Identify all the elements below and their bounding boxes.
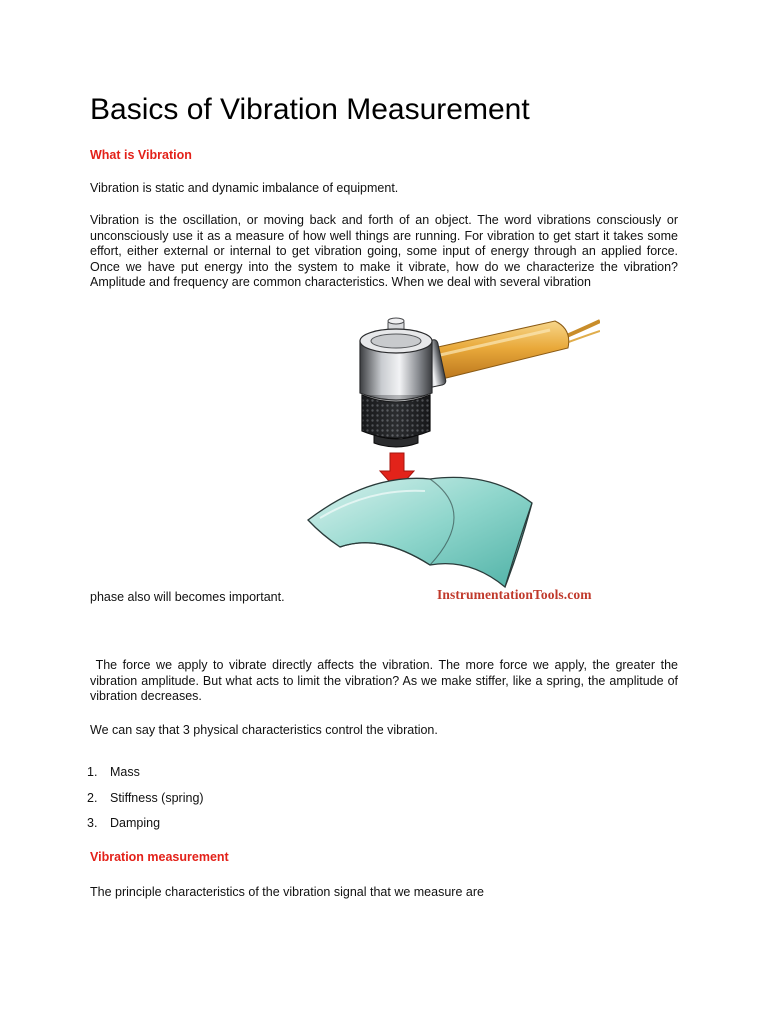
list-label: Stiffness (spring) <box>110 790 204 805</box>
paragraph-force: The force we apply to vibrate directly affects the vibration. The more force we apply, the greater the vibration amplitude. But what acts to limit the vibration? As we make stiffer, like a spring, the amplitude of vibration decreases. <box>90 658 682 703</box>
list-label: Damping <box>110 816 161 830</box>
paragraph-phase: phase also will becomes important. <box>90 590 285 604</box>
vibration-sensor-figure <box>300 303 600 608</box>
list-item <box>87 765 204 791</box>
list-item <box>87 816 204 842</box>
watermark-text: InstrumentationTools.com <box>437 587 592 602</box>
paragraph-principle: The principle characteristics of the vibration signal that we measure are <box>90 885 484 899</box>
list-number: 3. <box>87 816 98 830</box>
list-label: Mass <box>110 765 140 779</box>
vibrating-surface <box>308 477 532 587</box>
list-number: 1. <box>87 765 98 779</box>
section-heading-vibration-measurement: Vibration measurement <box>90 850 229 864</box>
list-item <box>87 791 204 817</box>
list-number: 2. <box>87 790 98 805</box>
vibration-sensor-illustration <box>300 303 600 608</box>
section-heading-what-is-vibration: What is Vibration <box>90 148 192 162</box>
paragraph-characteristics: We can say that 3 physical characteristics control the vibration. <box>90 723 438 737</box>
page-title: Basics of Vibration Measurement <box>90 93 530 126</box>
paragraph-definition: Vibration is static and dynamic imbalance of equipment. <box>90 181 399 195</box>
paragraph-oscillation: Vibration is the oscillation, or moving back and forth of an object. The word vibrations consciously or unconsciously use it as a measure of how well things are running. For vibration to get start it takes some effort, either external or internal to get vibration going, some input of energy through an applied force. Once we have put energy into the system to make it vibrate, how do we characterize the vibration? Amplitude and frequency are common characteristics. When we deal with several vibration <box>90 213 678 289</box>
characteristics-list <box>87 765 204 842</box>
